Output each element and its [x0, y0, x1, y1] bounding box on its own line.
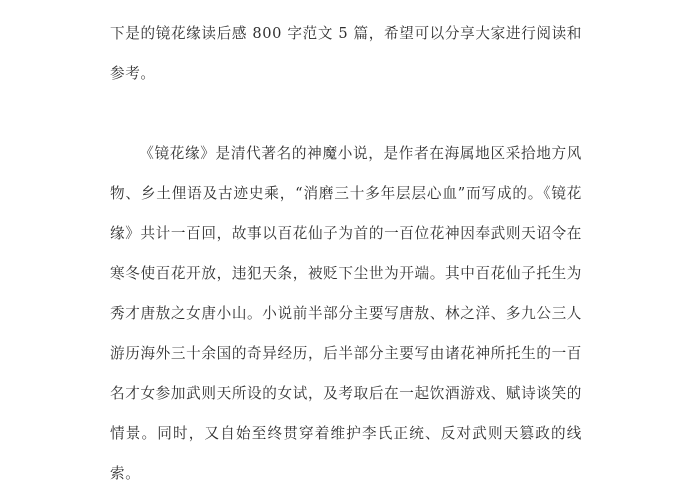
- paragraph-spacer: [110, 94, 582, 134]
- document-body: [110, 14, 582, 494]
- paragraph-body-1: 《镜花缘》是清代著名的神魔小说，是作者在海属地区采拾地方风物、乡土俚语及古迹史乘，“消磨三十多年层层心血”而写成的。《镜花缘》共计一百回，故事以百花仙子为首的一百位花神因奉武则天诏令在寒冬使百花开放，违犯天条，被贬下尘世为开端。其中百花仙子托生为秀才唐敖之女唐小山。小说前半部分主要写唐敖、林之洋、多九公三人游历海外三十余国的奇异经历，后半部分主要写由诸花神所托生的一百名才女参加武则天所设的女试，及考取后在一起饮酒游戏、赋诗谈笑的情景。同时，又自始至终贯穿着维护李氏正统、反对武则天篡政的线索。: [110, 145, 582, 482]
- paragraph-intro: 下是的镜花缘读后感 800 字范文 5 篇，希望可以分享大家进行阅读和参考。: [110, 25, 582, 82]
